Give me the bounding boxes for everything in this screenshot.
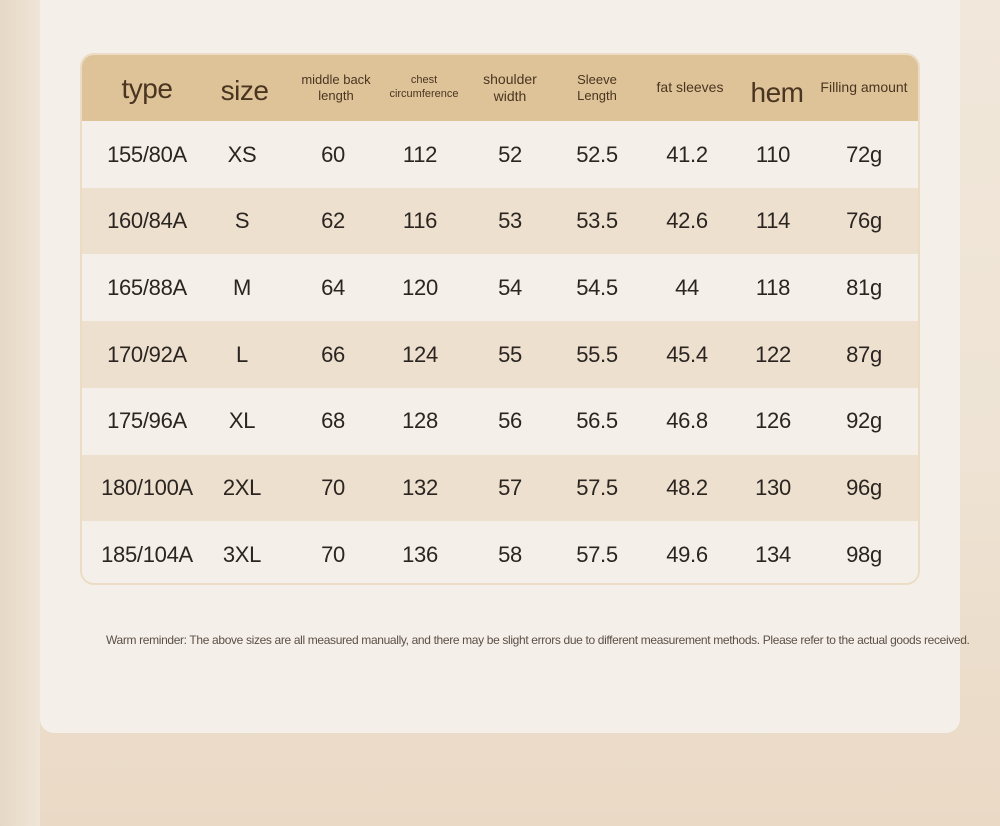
header-shoulder-width-line: shoulder	[483, 70, 537, 87]
header-type: type	[121, 72, 173, 104]
table-row	[82, 388, 918, 455]
table-cell: 165/88A	[107, 274, 187, 300]
table-cell: 180/100A	[101, 475, 193, 500]
header-fat-sleeves: fat sleeves	[656, 79, 724, 96]
table-cell: 124	[402, 341, 438, 367]
table-cell: 41.2	[666, 141, 708, 167]
table-cell: 118	[755, 274, 791, 300]
header-shoulder-width	[474, 55, 546, 121]
header-sleeve-length-line: Length	[577, 88, 617, 103]
table-cell: 136	[402, 541, 438, 567]
table-row	[82, 188, 918, 255]
header-chest-circumference-line: chest	[410, 74, 438, 87]
table-cell: 114	[755, 208, 791, 234]
table-row	[82, 121, 918, 188]
table-cell: 56.5	[576, 408, 618, 434]
table-cell: 134	[755, 541, 791, 567]
size-table	[80, 53, 920, 585]
table-cell: 55.5	[576, 341, 618, 367]
header-sleeve-length-line: Sleeve	[577, 71, 617, 87]
table-cell: 130	[755, 475, 791, 500]
table-cell: 116	[402, 208, 438, 234]
table-cell: 48.2	[666, 475, 708, 500]
table-cell: 87g	[846, 341, 882, 367]
table-cell: 64	[321, 274, 345, 300]
header-hem: hem	[750, 76, 804, 108]
table-cell: 54.5	[576, 274, 618, 300]
table-cell: 53	[498, 208, 522, 234]
table-cell: 170/92A	[107, 341, 187, 367]
header-chest-circumference	[384, 55, 464, 121]
table-cell: 81g	[846, 274, 882, 300]
table-cell: M	[232, 274, 252, 300]
table-cell: 72g	[846, 141, 882, 167]
table-cell: S	[234, 208, 250, 234]
header-chest-circumference-line: circumference	[389, 88, 459, 100]
table-cell: 128	[402, 408, 438, 434]
table-cell: 98g	[846, 541, 882, 567]
table-cell: 42.6	[666, 208, 708, 234]
table-cell: 122	[755, 341, 791, 367]
header-shoulder-width-line: width	[493, 88, 527, 104]
table-cell: 3XL	[222, 541, 262, 567]
table-cell: 70	[321, 541, 345, 567]
table-row	[82, 321, 918, 388]
table-cell: 66	[321, 341, 345, 367]
table-cell: 126	[755, 408, 791, 434]
table-cell: 68	[321, 408, 345, 434]
header-middle-back-length: middle back length	[301, 71, 371, 103]
table-cell: 46.8	[666, 408, 708, 434]
table-cell: 44	[675, 274, 699, 300]
table-cell: 49.6	[666, 541, 708, 567]
table-row	[82, 521, 918, 585]
table-cell: 92g	[846, 408, 882, 434]
table-cell: 76g	[846, 208, 882, 234]
table-cell: 53.5	[576, 208, 618, 234]
table-cell: 185/104A	[101, 541, 193, 567]
header-size: size	[220, 74, 269, 106]
table-cell: 57.5	[576, 541, 618, 567]
table-cell: 55	[498, 341, 522, 367]
table-cell: 57	[498, 475, 522, 500]
table-cell: 110	[755, 141, 791, 167]
table-cell: 56	[498, 408, 522, 434]
table-cell: 62	[321, 208, 345, 234]
table-cell: XS	[227, 141, 257, 167]
table-cell: 175/96A	[107, 408, 187, 434]
table-row	[82, 254, 918, 321]
table-cell: 112	[402, 141, 438, 167]
table-cell: 52.5	[576, 141, 618, 167]
table-cell: XL	[228, 408, 256, 434]
table-cell: 58	[498, 541, 522, 567]
warm-reminder-note: Warm reminder: The above sizes are all measured manually, and there may be slight errors due to different measurement methods. Please refer to the actual goods received.	[106, 633, 970, 647]
table-cell: 52	[498, 141, 522, 167]
table-cell: 45.4	[666, 341, 708, 367]
table-cell: 132	[402, 475, 438, 500]
table-cell: 155/80A	[107, 141, 187, 167]
table-row	[82, 455, 918, 522]
table-cell: 57.5	[576, 475, 618, 500]
header-sleeve-length	[562, 55, 632, 121]
table-cell: 96g	[846, 475, 882, 500]
header-filling-amount: Filling amount	[820, 79, 908, 96]
table-cell: 70	[321, 475, 345, 500]
table-cell: 160/84A	[107, 208, 187, 234]
table-cell: 2XL	[222, 475, 262, 500]
table-cell: L	[236, 341, 248, 367]
page-background	[0, 0, 40, 826]
table-header-row	[82, 55, 918, 121]
table-cell: 54	[498, 274, 522, 300]
table-cell: 60	[321, 141, 345, 167]
table-cell: 120	[402, 274, 438, 300]
